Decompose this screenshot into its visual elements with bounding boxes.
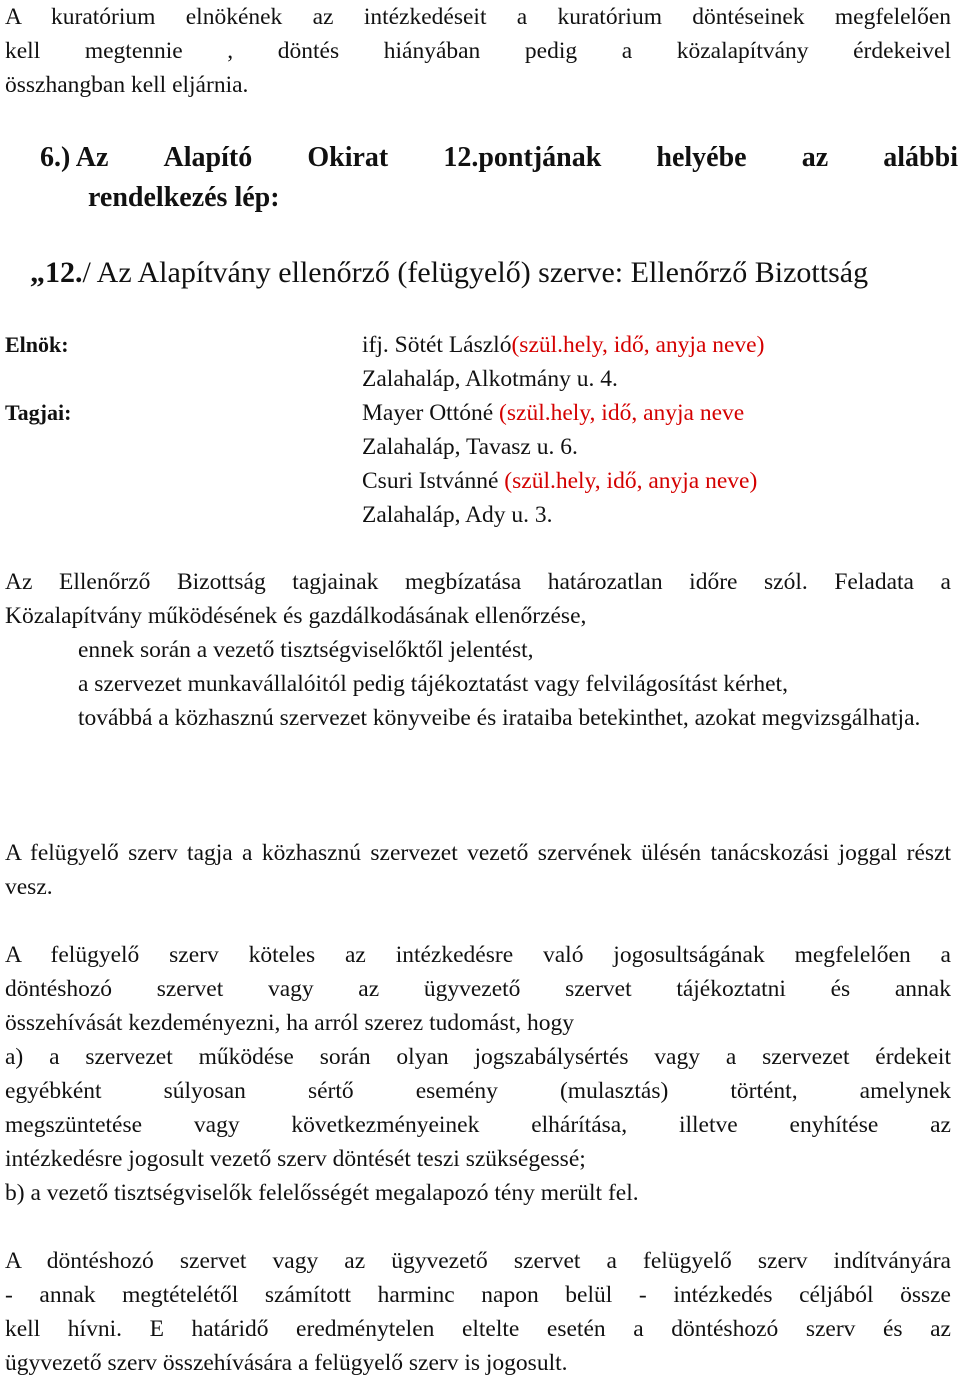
obligation-line: összehívását kezdeményezni, ha arról szerez tudomást, hogy <box>5 1010 575 1036</box>
obligation-line: megszüntetése vagy következményeinek elhárítása, illetve enyhítése az <box>5 1112 951 1138</box>
section-number: „12. <box>30 256 83 289</box>
obligation-line: A felügyelő szerv köteles az intézkedésre való jogosultságának megfelelően a <box>5 942 951 968</box>
convene-line: A döntéshozó szervet vagy az ügyvezető szervet a felügyelő szerv indítványára <box>5 1248 951 1274</box>
member-name-line <box>362 396 952 430</box>
intro-line: A kuratórium elnökének az intézkedéseit a kuratórium döntéseinek megfelelően <box>5 4 951 30</box>
mandate-paragraph <box>5 565 951 633</box>
member-name: Csuri Istvánné <box>362 468 505 494</box>
mandate-item: továbbá a közhasznú szervezet könyveibe és irataiba betekinthet, azokat megvizsgálhatja. <box>78 705 921 731</box>
intro-paragraph <box>5 0 951 102</box>
intro-line: összhangban kell eljárnia. <box>5 72 249 98</box>
mandate-items <box>78 633 946 735</box>
member-name-line <box>362 464 952 498</box>
mandate-item: a szervezet munkavállalóitól pedig tájékoztatást vagy felvilágosítást kérhet, <box>78 671 788 697</box>
obligation-line: egyébként súlyosan sértő esemény (mulasztás) történt, amelynek <box>5 1078 951 1104</box>
intro-line: kell megtennie , döntés hiányában pedig a közalapítvány érdekeivel <box>5 38 951 64</box>
chair-label: Elnök: <box>5 332 69 357</box>
heading-word: Okirat <box>307 142 389 173</box>
convene-line: kell hívni. E határidő eredménytelen eltelte esetén a döntéshozó szerv és az <box>5 1316 951 1342</box>
member-name-line <box>362 328 952 362</box>
obligation-line: b) a vezető tisztségviselők felelősségét megalapozó tény merült fel. <box>5 1180 639 1206</box>
heading-word: Alapító <box>163 142 253 173</box>
section-6-heading-line: rendelkezés lép: <box>88 182 280 213</box>
mandate-line: Közalapítvány működésének és gazdálkodásának ellenőrzése, <box>5 603 587 629</box>
member-address: Zalahaláp, Alkotmány u. 4. <box>362 366 618 392</box>
member-address: Zalahaláp, Tavasz u. 6. <box>362 434 578 460</box>
heading-word: helyébe <box>656 142 747 173</box>
obligation-line: döntéshozó szervet vagy az ügyvezető szervet tájékoztatni és annak <box>5 976 951 1002</box>
member-name: Mayer Ottóné <box>362 400 500 426</box>
section-title: / Az Alapítvány ellenőrző (felügyelő) szerve: Ellenőrző Bizottság <box>82 256 869 289</box>
obligation-line: intézkedésre jogosult vezető szerv döntését teszi szükségessé; <box>5 1146 586 1172</box>
obligation-line: a) a szervezet működése során olyan jogszabálysértés vagy a szervezet érdekeit <box>5 1044 951 1070</box>
heading-word: 12.pontjának <box>443 142 602 173</box>
convene-line: ügyvezető szerv összehívására a felügyelő szerv is jogosult. <box>5 1350 568 1376</box>
section-12-heading <box>30 253 958 293</box>
attendance-paragraph: A felügyelő szerv tagja a közhasznú szervezet vezető szervének ülésén tanácskozási joggal részt vesz. <box>5 840 951 900</box>
board-members-list <box>362 328 952 532</box>
member-details-placeholder: (szül.hely, idő, anyja neve <box>499 400 745 426</box>
convene-line: - annak megtételétől számított harminc napon belül - intézkedés céljából össze <box>5 1282 951 1308</box>
heading-word: az <box>801 142 829 173</box>
heading-word: 6.) Az <box>40 142 109 173</box>
members-label: Tagjai: <box>5 400 72 425</box>
obligation-paragraph <box>5 938 951 1210</box>
section-6-heading-line <box>40 138 958 178</box>
member-details-placeholder: (szül.hely, idő, anyja neve) <box>511 332 765 358</box>
mandate-line: Az Ellenőrző Bizottság tagjainak megbízatása határozatlan időre szól. Feladata a <box>5 569 951 595</box>
section-6-heading <box>40 138 958 218</box>
heading-word: alábbi <box>883 142 958 173</box>
member-address: Zalahaláp, Ady u. 3. <box>362 502 553 528</box>
member-details-placeholder: (szül.hely, idő, anyja neve) <box>504 468 758 494</box>
mandate-item: ennek során a vezető tisztségviselőktől jelentést, <box>78 637 534 663</box>
member-name: ifj. Sötét László <box>362 332 512 358</box>
convene-paragraph <box>5 1244 951 1380</box>
